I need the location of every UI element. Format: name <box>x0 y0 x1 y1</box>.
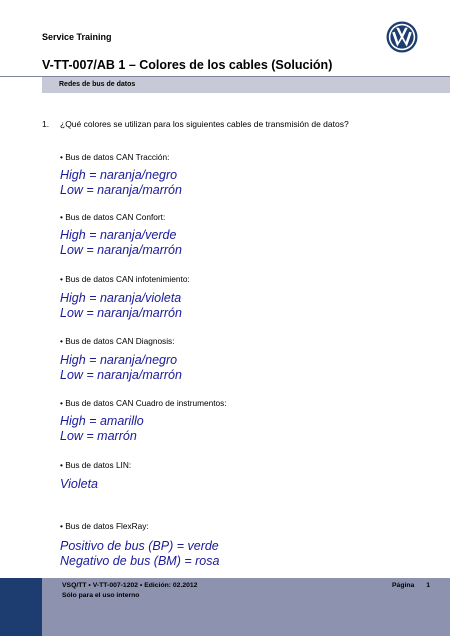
bus-label-can-diagnosis: • Bus de datos CAN Diagnosis: <box>60 336 175 346</box>
bus-label-lin: • Bus de datos LIN: <box>60 460 132 470</box>
answer-line: Negativo de bus (BM) = rosa <box>60 554 220 568</box>
bus-label-can-traccion: • Bus de datos CAN Tracción: <box>60 152 170 162</box>
bus-label-flexray: • Bus de datos FlexRay: <box>60 521 149 531</box>
question-number: 1. <box>42 119 50 129</box>
question-text: ¿Qué colores se utilizan para los siguientes cables de transmisión de datos? <box>60 119 349 129</box>
answer-line: Low = naranja/marrón <box>60 183 182 197</box>
subtitle-text: Redes de bus de datos <box>59 81 136 88</box>
volkswagen-logo-icon <box>386 21 418 53</box>
bus-label-can-confort: • Bus de datos CAN Confort: <box>60 212 166 222</box>
footer-document-info: VSQ/TT • V-TT-007-1202 • Edición: 02.2012 <box>62 582 198 589</box>
page-label: Página <box>392 582 415 589</box>
answer-line: Low = naranja/marrón <box>60 306 182 320</box>
answer-flexray <box>60 539 219 569</box>
footer-page <box>392 582 430 589</box>
bus-label-can-infotenimiento: • Bus de datos CAN infotenimiento: <box>60 274 190 284</box>
answer-can-confort <box>60 228 182 258</box>
answer-can-infotenimiento <box>60 291 182 321</box>
answer-lin <box>60 477 98 492</box>
footer-accent-block <box>0 578 42 636</box>
answer-line: High = naranja/verde <box>60 228 177 242</box>
bus-label-can-cuadro-instrumentos: • Bus de datos CAN Cuadro de instrumentos: <box>60 398 227 408</box>
answer-can-traccion <box>60 168 182 198</box>
answer-line: High = naranja/negro <box>60 168 178 182</box>
page-number: 1 <box>426 582 431 589</box>
answer-line: Low = marrón <box>60 429 137 443</box>
answer-can-diagnosis <box>60 353 182 383</box>
answer-line: Positivo de bus (BP) = verde <box>60 539 219 553</box>
answer-line: High = naranja/violeta <box>60 291 182 305</box>
answer-line: High = amarillo <box>60 414 144 428</box>
footer-usage-note: Sólo para el uso interno <box>62 592 140 599</box>
answer-line: Low = naranja/marrón <box>60 368 182 382</box>
subtitle-bar <box>42 77 450 93</box>
header-brand: Service Training <box>42 32 112 42</box>
answer-line: High = naranja/negro <box>60 353 178 367</box>
answer-can-cuadro-instrumentos <box>60 414 144 444</box>
answer-line: Low = naranja/marrón <box>60 243 182 257</box>
answer-line: Violeta <box>60 477 98 491</box>
question <box>42 119 349 129</box>
page-title: V-TT-007/AB 1 – Colores de los cables (Solución) <box>42 58 333 72</box>
